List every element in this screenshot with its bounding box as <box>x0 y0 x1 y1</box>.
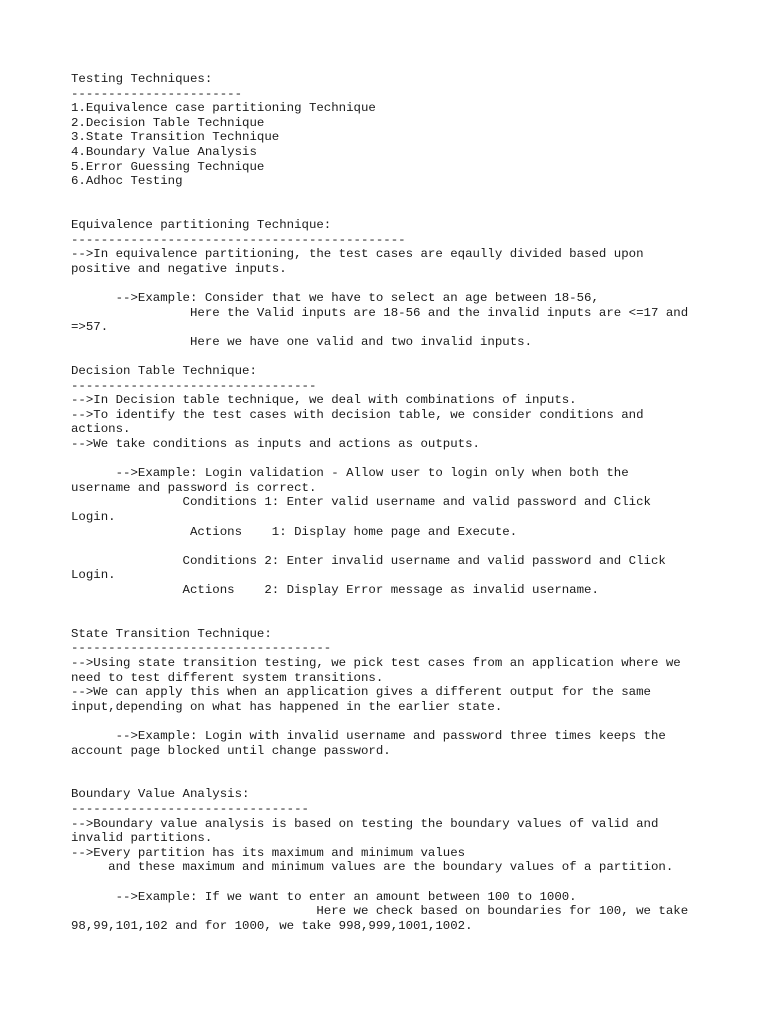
document-line: Conditions 2: Enter invalid username and valid password and Click <box>71 553 666 568</box>
document-line: -->To identify the test cases with decision table, we consider conditions and <box>71 407 644 422</box>
document-line: Testing Techniques: <box>71 72 213 86</box>
document-line: -->We can apply this when an application gives a different output for the same <box>71 685 651 700</box>
document-line: Actions 1: Display home page and Execute. <box>71 524 518 539</box>
document-line: -->Example: If we want to enter an amount between 100 to 1000. <box>71 889 577 904</box>
document-line: Equivalence partitioning Technique: <box>71 218 332 232</box>
document-line: Actions 2: Display Error message as invalid username. <box>71 583 599 597</box>
document-line: -->Example: Consider that we have to select an age between 18-56, <box>71 291 599 305</box>
document-line: Boundary Value Analysis: <box>71 787 250 802</box>
document-line: 1.Equivalence case partitioning Technique <box>71 101 376 116</box>
document-line: --------------------------------------------- <box>71 232 406 247</box>
document-line: -->Example: Login validation - Allow user to login only when both the <box>71 466 629 481</box>
document-line: Login. <box>71 568 116 583</box>
document-line: State Transition Technique: <box>71 626 272 641</box>
document-line: invalid partitions. <box>71 831 213 846</box>
document-line: Here we have one valid and two invalid inputs. <box>71 334 533 349</box>
document-line: positive and negative inputs. <box>71 261 287 276</box>
document-line: account page blocked until change password. <box>71 743 391 758</box>
document-line: 6.Adhoc Testing <box>71 174 183 189</box>
document-line: and these maximum and minimum values are the boundary values of a partition. <box>71 860 674 875</box>
document-line: username and password is correct. <box>71 480 317 495</box>
document-line: input,depending on what has happened in the earlier state. <box>71 699 503 714</box>
document-line: need to test different system transitions. <box>71 670 384 685</box>
document-line: -->Example: Login with invalid username and password three times keeps the <box>71 729 666 743</box>
document-line: -->Boundary value analysis is based on testing the boundary values of valid and <box>71 816 659 831</box>
document-line: actions. <box>71 422 131 437</box>
document-line: Login. <box>71 510 116 524</box>
document-line: 2.Decision Table Technique <box>71 115 265 130</box>
document-line: Here the Valid inputs are 18-56 and the invalid inputs are <=17 and <box>71 305 689 320</box>
document-line: -------------------------------- <box>71 802 309 816</box>
document-line: -->In Decision table technique, we deal with combinations of inputs. <box>71 393 577 408</box>
document-line: Conditions 1: Enter valid username and valid password and Click <box>71 495 651 510</box>
document-line: -->Using state transition testing, we pick test cases from an application where we <box>71 656 681 670</box>
document-line: Decision Table Technique: <box>71 364 257 378</box>
document-line: Here we check based on boundaries for 100, we take <box>71 904 689 919</box>
document-line: 4.Boundary Value Analysis <box>71 145 257 159</box>
document-line: -->Every partition has its maximum and minimum values <box>71 845 466 860</box>
document-line: -->We take conditions as inputs and actions as outputs. <box>71 437 480 451</box>
document-line: 5.Error Guessing Technique <box>71 159 265 174</box>
document-line: =>57. <box>71 320 109 335</box>
document-line: -->In equivalence partitioning, the test cases are eqaully divided based upon <box>71 247 644 262</box>
document-line: 98,99,101,102 and for 1000, we take 998,999,1001,1002. <box>71 918 473 933</box>
document-line: 3.State Transition Technique <box>71 130 280 145</box>
document-line: ----------------------------------- <box>71 641 332 656</box>
document-line: --------------------------------- <box>71 378 317 393</box>
document-line: ----------------------- <box>71 86 243 101</box>
